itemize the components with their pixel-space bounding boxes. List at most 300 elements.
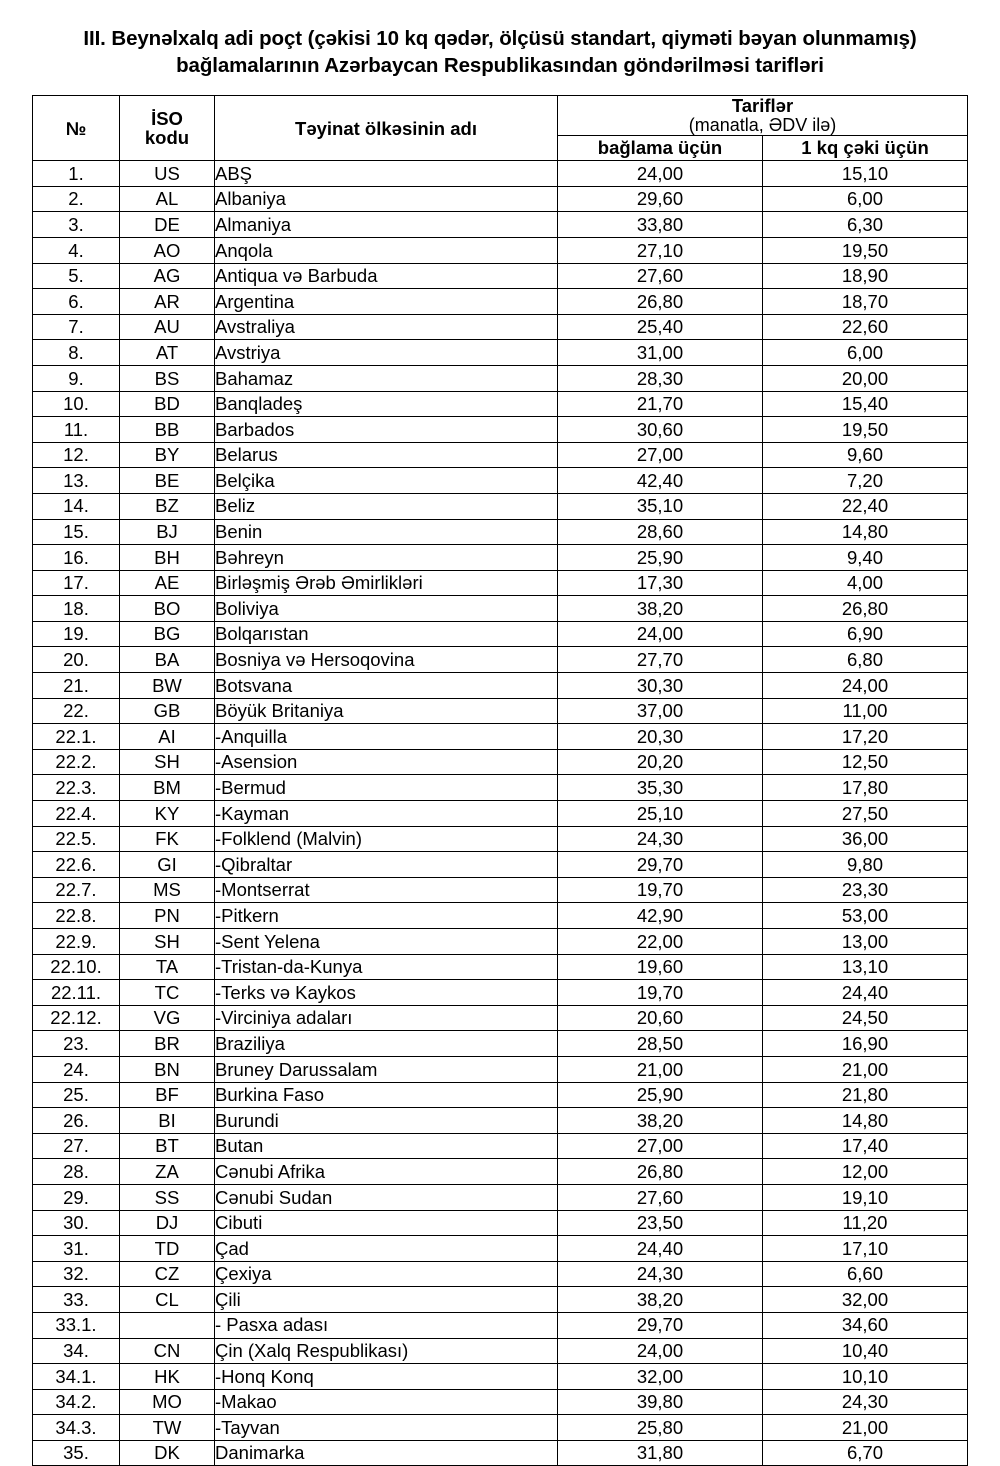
table-row xyxy=(33,1210,968,1236)
cell-iso-code: AR xyxy=(120,289,215,315)
cell-price-per-kg: 6,00 xyxy=(763,186,968,212)
cell-iso-code: BT xyxy=(120,1133,215,1159)
cell-price-per-parcel: 27,10 xyxy=(558,237,763,263)
cell-country-name: -Tayvan xyxy=(215,1415,558,1441)
cell-price-per-kg: 17,80 xyxy=(763,775,968,801)
cell-price-per-kg: 21,00 xyxy=(763,1415,968,1441)
table-row xyxy=(33,1364,968,1390)
cell-no: 34.2. xyxy=(33,1389,120,1415)
cell-price-per-kg: 6,90 xyxy=(763,621,968,647)
cell-iso-code: SH xyxy=(120,749,215,775)
cell-iso-code: BF xyxy=(120,1082,215,1108)
cell-iso-code: DJ xyxy=(120,1210,215,1236)
cell-country-name: Antiqua və Barbuda xyxy=(215,263,558,289)
cell-country-name: Danimarka xyxy=(215,1440,558,1466)
table-row xyxy=(33,468,968,494)
cell-price-per-parcel: 20,20 xyxy=(558,749,763,775)
cell-no: 22.2. xyxy=(33,749,120,775)
cell-price-per-kg: 13,10 xyxy=(763,954,968,980)
cell-no: 30. xyxy=(33,1210,120,1236)
cell-price-per-parcel: 19,70 xyxy=(558,877,763,903)
cell-price-per-parcel: 24,00 xyxy=(558,621,763,647)
cell-iso-code: BR xyxy=(120,1031,215,1057)
cell-iso-code: KY xyxy=(120,801,215,827)
cell-price-per-parcel: 24,30 xyxy=(558,1261,763,1287)
cell-iso-code: GB xyxy=(120,698,215,724)
cell-country-name: Çin (Xalq Respublikası) xyxy=(215,1338,558,1364)
cell-country-name: Bosniya və Hersoqovina xyxy=(215,647,558,673)
cell-no: 22.6. xyxy=(33,852,120,878)
table-row xyxy=(33,391,968,417)
cell-price-per-kg: 22,40 xyxy=(763,493,968,519)
table-row xyxy=(33,1338,968,1364)
cell-price-per-kg: 7,20 xyxy=(763,468,968,494)
table-row xyxy=(33,673,968,699)
cell-iso-code: BE xyxy=(120,468,215,494)
cell-no: 8. xyxy=(33,340,120,366)
cell-price-per-parcel: 26,80 xyxy=(558,1159,763,1185)
cell-no: 26. xyxy=(33,1108,120,1134)
cell-price-per-parcel: 37,00 xyxy=(558,698,763,724)
cell-price-per-kg: 12,50 xyxy=(763,749,968,775)
cell-no: 6. xyxy=(33,289,120,315)
cell-country-name: Cibuti xyxy=(215,1210,558,1236)
table-row xyxy=(33,289,968,315)
table-row xyxy=(33,1261,968,1287)
cell-price-per-kg: 21,80 xyxy=(763,1082,968,1108)
cell-price-per-kg: 9,80 xyxy=(763,852,968,878)
cell-country-name: Anqola xyxy=(215,237,558,263)
cell-country-name: -Terks və Kaykos xyxy=(215,980,558,1006)
cell-iso-code: FK xyxy=(120,826,215,852)
cell-price-per-parcel: 19,70 xyxy=(558,980,763,1006)
cell-price-per-kg: 12,00 xyxy=(763,1159,968,1185)
cell-no: 15. xyxy=(33,519,120,545)
cell-price-per-parcel: 31,80 xyxy=(558,1440,763,1466)
cell-iso-code: TA xyxy=(120,954,215,980)
cell-price-per-parcel: 24,30 xyxy=(558,826,763,852)
table-row xyxy=(33,1236,968,1262)
cell-country-name: Böyük Britaniya xyxy=(215,698,558,724)
cell-country-name: -Makao xyxy=(215,1389,558,1415)
table-row xyxy=(33,1133,968,1159)
cell-price-per-parcel: 17,30 xyxy=(558,570,763,596)
cell-price-per-kg: 10,40 xyxy=(763,1338,968,1364)
cell-price-per-kg: 6,60 xyxy=(763,1261,968,1287)
table-row xyxy=(33,1312,968,1338)
table-row xyxy=(33,1082,968,1108)
cell-price-per-kg: 32,00 xyxy=(763,1287,968,1313)
cell-price-per-parcel: 25,90 xyxy=(558,545,763,571)
table-body xyxy=(33,161,968,1466)
cell-price-per-parcel: 21,70 xyxy=(558,391,763,417)
cell-country-name: Butan xyxy=(215,1133,558,1159)
cell-iso-code: BZ xyxy=(120,493,215,519)
cell-country-name: Çad xyxy=(215,1236,558,1262)
table-row xyxy=(33,903,968,929)
table-row xyxy=(33,1056,968,1082)
cell-no: 7. xyxy=(33,314,120,340)
table-row xyxy=(33,314,968,340)
cell-price-per-kg: 6,30 xyxy=(763,212,968,238)
column-header-no: № xyxy=(33,96,120,161)
cell-iso-code: AU xyxy=(120,314,215,340)
cell-price-per-kg: 24,40 xyxy=(763,980,968,1006)
column-header-iso xyxy=(120,96,215,161)
cell-iso-code: AL xyxy=(120,186,215,212)
cell-price-per-parcel: 28,60 xyxy=(558,519,763,545)
cell-iso-code: BB xyxy=(120,417,215,443)
cell-country-name: Bruney Darussalam xyxy=(215,1056,558,1082)
cell-iso-code: US xyxy=(120,161,215,187)
cell-iso-code: TW xyxy=(120,1415,215,1441)
cell-country-name: Bolqarıstan xyxy=(215,621,558,647)
cell-no: 27. xyxy=(33,1133,120,1159)
table-row xyxy=(33,570,968,596)
table-row xyxy=(33,212,968,238)
cell-iso-code: AT xyxy=(120,340,215,366)
cell-no: 29. xyxy=(33,1184,120,1210)
cell-country-name: Benin xyxy=(215,519,558,545)
cell-no: 33. xyxy=(33,1287,120,1313)
cell-no: 22.7. xyxy=(33,877,120,903)
table-row xyxy=(33,237,968,263)
cell-price-per-parcel: 35,10 xyxy=(558,493,763,519)
cell-price-per-kg: 14,80 xyxy=(763,1108,968,1134)
cell-country-name: -Montserrat xyxy=(215,877,558,903)
cell-no: 9. xyxy=(33,365,120,391)
cell-country-name: Burkina Faso xyxy=(215,1082,558,1108)
cell-no: 22.11. xyxy=(33,980,120,1006)
cell-iso-code: PN xyxy=(120,903,215,929)
cell-price-per-parcel: 27,00 xyxy=(558,442,763,468)
tariff-table xyxy=(32,95,968,1466)
cell-no: 10. xyxy=(33,391,120,417)
cell-price-per-kg: 9,40 xyxy=(763,545,968,571)
cell-price-per-parcel: 25,80 xyxy=(558,1415,763,1441)
table-row xyxy=(33,877,968,903)
cell-iso-code: MS xyxy=(120,877,215,903)
cell-price-per-parcel: 26,80 xyxy=(558,289,763,315)
cell-price-per-kg: 9,60 xyxy=(763,442,968,468)
cell-iso-code: BW xyxy=(120,673,215,699)
table-row xyxy=(33,1415,968,1441)
cell-country-name: Birləşmiş Ərəb Əmirlikləri xyxy=(215,570,558,596)
cell-price-per-parcel: 38,20 xyxy=(558,596,763,622)
cell-iso-code: BI xyxy=(120,1108,215,1134)
cell-price-per-kg: 27,50 xyxy=(763,801,968,827)
cell-iso-code: AI xyxy=(120,724,215,750)
table-row xyxy=(33,1159,968,1185)
cell-iso-code: CL xyxy=(120,1287,215,1313)
cell-no: 22.3. xyxy=(33,775,120,801)
cell-country-name: Avstraliya xyxy=(215,314,558,340)
cell-iso-code: DK xyxy=(120,1440,215,1466)
cell-country-name: -Honq Konq xyxy=(215,1364,558,1390)
cell-iso-code: BA xyxy=(120,647,215,673)
cell-country-name: Almaniya xyxy=(215,212,558,238)
cell-iso-code: CN xyxy=(120,1338,215,1364)
cell-price-per-parcel: 24,00 xyxy=(558,161,763,187)
cell-price-per-kg: 26,80 xyxy=(763,596,968,622)
cell-price-per-parcel: 23,50 xyxy=(558,1210,763,1236)
cell-price-per-kg: 18,90 xyxy=(763,263,968,289)
cell-country-name: Banqladeş xyxy=(215,391,558,417)
cell-price-per-parcel: 27,00 xyxy=(558,1133,763,1159)
cell-price-per-parcel: 27,60 xyxy=(558,263,763,289)
table-row xyxy=(33,545,968,571)
cell-country-name: Çexiya xyxy=(215,1261,558,1287)
cell-no: 31. xyxy=(33,1236,120,1262)
table-row xyxy=(33,161,968,187)
table-row xyxy=(33,186,968,212)
cell-no: 5. xyxy=(33,263,120,289)
cell-no: 18. xyxy=(33,596,120,622)
cell-price-per-parcel: 38,20 xyxy=(558,1287,763,1313)
table-row xyxy=(33,340,968,366)
cell-no: 22.4. xyxy=(33,801,120,827)
cell-no: 35. xyxy=(33,1440,120,1466)
cell-country-name: Boliviya xyxy=(215,596,558,622)
cell-country-name: Argentina xyxy=(215,289,558,315)
cell-price-per-kg: 6,80 xyxy=(763,647,968,673)
column-header-tariffs xyxy=(558,96,968,135)
cell-country-name: Çili xyxy=(215,1287,558,1313)
cell-price-per-parcel: 24,00 xyxy=(558,1338,763,1364)
table-row xyxy=(33,929,968,955)
cell-country-name: -Kayman xyxy=(215,801,558,827)
table-row xyxy=(33,621,968,647)
table-row xyxy=(33,263,968,289)
cell-country-name: Bahamaz xyxy=(215,365,558,391)
cell-iso-code xyxy=(120,1312,215,1338)
cell-no: 22.8. xyxy=(33,903,120,929)
cell-no: 34.1. xyxy=(33,1364,120,1390)
cell-price-per-kg: 16,90 xyxy=(763,1031,968,1057)
cell-price-per-kg: 24,00 xyxy=(763,673,968,699)
table-row xyxy=(33,1287,968,1313)
cell-price-per-parcel: 28,30 xyxy=(558,365,763,391)
cell-iso-code: HK xyxy=(120,1364,215,1390)
cell-price-per-parcel: 33,80 xyxy=(558,212,763,238)
cell-iso-code: AE xyxy=(120,570,215,596)
cell-price-per-kg: 23,30 xyxy=(763,877,968,903)
cell-iso-code: BM xyxy=(120,775,215,801)
cell-price-per-parcel: 27,70 xyxy=(558,647,763,673)
cell-price-per-parcel: 35,30 xyxy=(558,775,763,801)
header-row-main xyxy=(33,96,968,135)
cell-iso-code: BO xyxy=(120,596,215,622)
cell-price-per-kg: 11,00 xyxy=(763,698,968,724)
cell-iso-code: DE xyxy=(120,212,215,238)
cell-price-per-parcel: 22,00 xyxy=(558,929,763,955)
cell-iso-code: VG xyxy=(120,1005,215,1031)
cell-country-name: Barbados xyxy=(215,417,558,443)
cell-country-name: Albaniya xyxy=(215,186,558,212)
table-row xyxy=(33,801,968,827)
cell-country-name: Cənubi Sudan xyxy=(215,1184,558,1210)
cell-price-per-kg: 18,70 xyxy=(763,289,968,315)
table-row xyxy=(33,749,968,775)
cell-no: 34.3. xyxy=(33,1415,120,1441)
table-row xyxy=(33,647,968,673)
cell-price-per-kg: 19,10 xyxy=(763,1184,968,1210)
cell-country-name: Bəhreyn xyxy=(215,545,558,571)
cell-no: 17. xyxy=(33,570,120,596)
cell-price-per-parcel: 42,90 xyxy=(558,903,763,929)
tariffs-subtitle: (manatla, ƏDV ilə) xyxy=(688,114,837,135)
cell-price-per-kg: 24,30 xyxy=(763,1389,968,1415)
cell-iso-code: BY xyxy=(120,442,215,468)
cell-price-per-parcel: 20,60 xyxy=(558,1005,763,1031)
cell-iso-code: BH xyxy=(120,545,215,571)
cell-price-per-parcel: 21,00 xyxy=(558,1056,763,1082)
cell-no: 13. xyxy=(33,468,120,494)
cell-price-per-parcel: 39,80 xyxy=(558,1389,763,1415)
cell-price-per-kg: 21,00 xyxy=(763,1056,968,1082)
table-row xyxy=(33,698,968,724)
cell-price-per-kg: 24,50 xyxy=(763,1005,968,1031)
cell-price-per-kg: 36,00 xyxy=(763,826,968,852)
cell-country-name: Burundi xyxy=(215,1108,558,1134)
cell-no: 24. xyxy=(33,1056,120,1082)
cell-country-name: ABŞ xyxy=(215,161,558,187)
cell-no: 1. xyxy=(33,161,120,187)
table-row xyxy=(33,442,968,468)
cell-price-per-kg: 13,00 xyxy=(763,929,968,955)
cell-country-name: -Sent Yelena xyxy=(215,929,558,955)
cell-price-per-kg: 20,00 xyxy=(763,365,968,391)
cell-no: 3. xyxy=(33,212,120,238)
cell-price-per-kg: 4,00 xyxy=(763,570,968,596)
cell-price-per-kg: 15,10 xyxy=(763,161,968,187)
cell-no: 33.1. xyxy=(33,1312,120,1338)
cell-price-per-kg: 17,40 xyxy=(763,1133,968,1159)
cell-price-per-parcel: 29,70 xyxy=(558,1312,763,1338)
cell-iso-code: BD xyxy=(120,391,215,417)
cell-price-per-kg: 6,00 xyxy=(763,340,968,366)
cell-price-per-kg: 17,10 xyxy=(763,1236,968,1262)
cell-price-per-parcel: 30,60 xyxy=(558,417,763,443)
cell-country-name: Belçika xyxy=(215,468,558,494)
cell-country-name: Botsvana xyxy=(215,673,558,699)
cell-country-name: -Qibraltar xyxy=(215,852,558,878)
table-row xyxy=(33,980,968,1006)
cell-price-per-kg: 34,60 xyxy=(763,1312,968,1338)
cell-no: 28. xyxy=(33,1159,120,1185)
cell-price-per-kg: 17,20 xyxy=(763,724,968,750)
cell-no: 20. xyxy=(33,647,120,673)
cell-no: 19. xyxy=(33,621,120,647)
cell-no: 23. xyxy=(33,1031,120,1057)
cell-no: 11. xyxy=(33,417,120,443)
cell-no: 14. xyxy=(33,493,120,519)
cell-price-per-parcel: 25,40 xyxy=(558,314,763,340)
cell-country-name: -Virciniya adaları xyxy=(215,1005,558,1031)
cell-country-name: -Folklend (Malvin) xyxy=(215,826,558,852)
cell-country-name: Beliz xyxy=(215,493,558,519)
cell-price-per-parcel: 25,90 xyxy=(558,1082,763,1108)
cell-iso-code: MO xyxy=(120,1389,215,1415)
cell-country-name: Avstriya xyxy=(215,340,558,366)
cell-price-per-kg: 14,80 xyxy=(763,519,968,545)
cell-price-per-kg: 10,10 xyxy=(763,1364,968,1390)
cell-price-per-kg: 22,60 xyxy=(763,314,968,340)
cell-iso-code: TC xyxy=(120,980,215,1006)
cell-iso-code: CZ xyxy=(120,1261,215,1287)
column-header-iso-line2: kodu xyxy=(144,127,190,149)
table-row xyxy=(33,775,968,801)
cell-price-per-parcel: 27,60 xyxy=(558,1184,763,1210)
table-row xyxy=(33,365,968,391)
cell-price-per-parcel: 31,00 xyxy=(558,340,763,366)
column-header-per-kg: 1 kq çəki üçün xyxy=(763,135,968,161)
cell-iso-code: BG xyxy=(120,621,215,647)
cell-country-name: -Pitkern xyxy=(215,903,558,929)
cell-iso-code: GI xyxy=(120,852,215,878)
cell-price-per-parcel: 28,50 xyxy=(558,1031,763,1057)
cell-price-per-kg: 53,00 xyxy=(763,903,968,929)
cell-no: 22.9. xyxy=(33,929,120,955)
table-row xyxy=(33,1108,968,1134)
cell-iso-code: BJ xyxy=(120,519,215,545)
table-row xyxy=(33,1005,968,1031)
cell-price-per-kg: 15,40 xyxy=(763,391,968,417)
cell-price-per-parcel: 38,20 xyxy=(558,1108,763,1134)
cell-no: 2. xyxy=(33,186,120,212)
cell-no: 16. xyxy=(33,545,120,571)
table-row xyxy=(33,493,968,519)
cell-iso-code: BS xyxy=(120,365,215,391)
cell-country-name: -Anquilla xyxy=(215,724,558,750)
table-row xyxy=(33,852,968,878)
table-row xyxy=(33,596,968,622)
cell-iso-code: AO xyxy=(120,237,215,263)
cell-price-per-kg: 19,50 xyxy=(763,417,968,443)
table-row xyxy=(33,1031,968,1057)
table-row xyxy=(33,1389,968,1415)
cell-iso-code: SH xyxy=(120,929,215,955)
cell-price-per-parcel: 20,30 xyxy=(558,724,763,750)
cell-price-per-parcel: 19,60 xyxy=(558,954,763,980)
cell-no: 21. xyxy=(33,673,120,699)
cell-country-name: Braziliya xyxy=(215,1031,558,1057)
table-row xyxy=(33,417,968,443)
cell-no: 22.5. xyxy=(33,826,120,852)
cell-country-name: - Pasxa adası xyxy=(215,1312,558,1338)
table-header xyxy=(33,96,968,161)
column-header-iso-line1: İSO xyxy=(151,107,183,129)
cell-price-per-parcel: 29,60 xyxy=(558,186,763,212)
table-row xyxy=(33,519,968,545)
cell-iso-code: SS xyxy=(120,1184,215,1210)
cell-no: 12. xyxy=(33,442,120,468)
column-header-country: Təyinat ölkəsinin adı xyxy=(215,96,558,161)
cell-iso-code: ZA xyxy=(120,1159,215,1185)
cell-price-per-kg: 6,70 xyxy=(763,1440,968,1466)
cell-price-per-parcel: 32,00 xyxy=(558,1364,763,1390)
cell-country-name: Cənubi Afrika xyxy=(215,1159,558,1185)
tariffs-title: Tariflər xyxy=(731,95,794,117)
cell-no: 25. xyxy=(33,1082,120,1108)
cell-country-name: -Bermud xyxy=(215,775,558,801)
cell-price-per-parcel: 42,40 xyxy=(558,468,763,494)
page-title: III. Beynəlxalq adi poçt (çəkisi 10 kq qədər, ölçüsü standart, qiyməti bəyan olunmamış) bağlamalarının Azərbaycan Respublikasından göndərilməsi tarifləri xyxy=(83,27,917,77)
cell-no: 22.10. xyxy=(33,954,120,980)
cell-no: 34. xyxy=(33,1338,120,1364)
cell-no: 32. xyxy=(33,1261,120,1287)
cell-price-per-kg: 19,50 xyxy=(763,237,968,263)
